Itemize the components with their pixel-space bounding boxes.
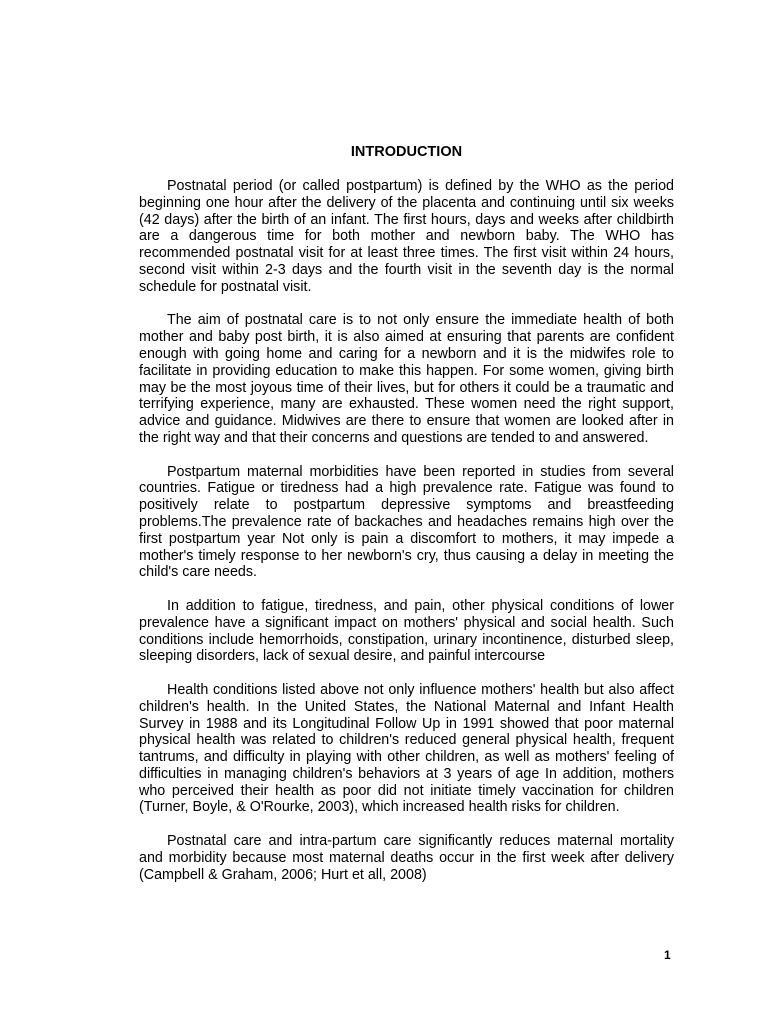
- paragraph-2: The aim of postnatal care is to not only ensure the immediate health of both mother and baby post birth, it is also aimed at ensuring that parents are confident enough with going home and caring for a newborn and it is the midwifes role to facilitate in providing education to make this happen. For some women, giving birth may be the most joyous time of their lives, but for others it could be a traumatic and terrifying experience, many are exhausted. These women need the right support, advice and guidance. Midwives are there to ensure that women are looked after in the right way and that their concerns and questions are tended to and answered.: [139, 312, 674, 446]
- paragraph-3: Postpartum maternal morbidities have been reported in studies from several countries. Fatigue or tiredness had a high prevalence rate. Fatigue was found to positively relate to postpartum depressive symptoms and breastfeeding problems.The prevalence rate of backaches and headaches remains high over the first postpartum year Not only is pain a discomfort to mothers, it may impede a mother's timely response to her newborn's cry, thus causing a delay in meeting the child's care needs.: [139, 463, 674, 581]
- paragraph-6: Postnatal care and intra-partum care significantly reduces maternal mortality and morbidity because most maternal deaths occur in the first week after delivery (Campbell & Graham, 2006; Hurt et all, 2008): [139, 833, 674, 883]
- paragraph-5: Health conditions listed above not only influence mothers' health but also affect children's health. In the United States, the National Maternal and Infant Health Survey in 1988 and its Longitudinal Follow Up in 1991 showed that poor maternal physical health was related to children's reduced general physical health, frequent tantrums, and difficulty in playing with other children, as well as mothers' feeling of difficulties in managing children's behaviors at 3 years of age In addition, mothers who perceived their health as poor did not initiate timely vaccination for children (Turner, Boyle, & O'Rourke, 2003), which increased health risks for children.: [139, 681, 674, 816]
- page-number: 1: [664, 948, 671, 962]
- paragraph-4: In addition to fatigue, tiredness, and pain, other physical conditions of lower prevalence have a significant impact on mothers' physical and social health. Such conditions include hemorrhoids, constipation, urinary incontinence, disturbed sleep, sleeping disorders, lack of sexual desire, and painful intercourse: [139, 597, 674, 665]
- paragraph-1: Postnatal period (or called postpartum) is defined by the WHO as the period beginning one hour after the delivery of the placenta and continuing until six weeks (42 days) after the birth of an infant. The first hours, days and weeks after childbirth are a dangerous time for both mother and newborn baby. The WHO has recommended postnatal visit for at least three times. The first visit within 24 hours, second visit within 2-3 days and the fourth visit in the seventh day is the normal schedule for postnatal visit.: [139, 178, 674, 295]
- body-text: [139, 178, 674, 900]
- page-title: INTRODUCTION: [350, 144, 463, 160]
